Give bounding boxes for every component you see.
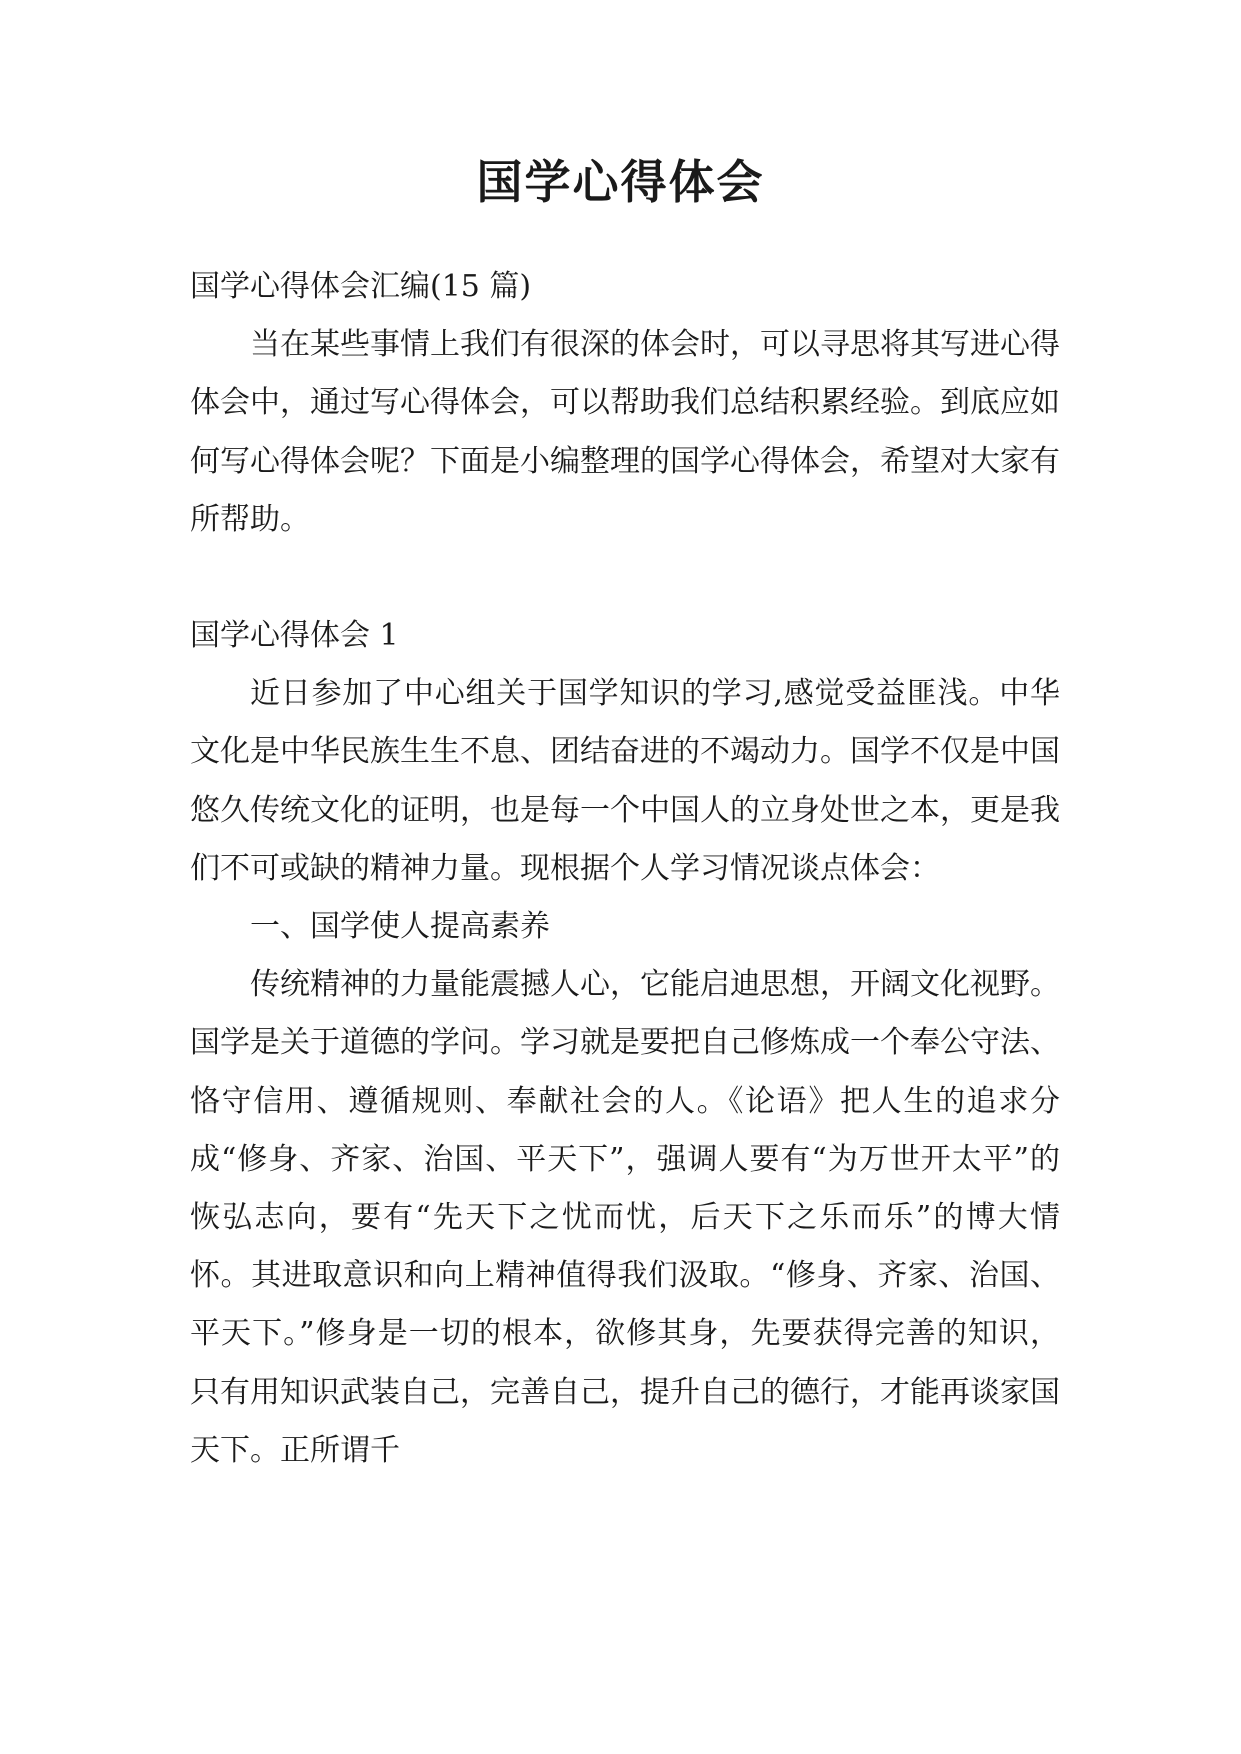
section-heading: 国学心得体会 1	[190, 618, 399, 654]
intro-paragraph: 当在某些事情上我们有很深的体会时，可以寻思将其写进心得体会中，通过写心得体会，可以帮助我们总结积累经验。到底应如何写心得体会呢？下面是小编整理的国学心得体会，希望对大家有所帮助。	[190, 327, 1060, 537]
collection-subtitle: 国学心得体会汇编(15 篇)	[190, 269, 532, 304]
document-title: 国学心得体会	[476, 155, 765, 209]
paragraph-spacer	[190, 549, 1060, 607]
point-paragraph: 传统精神的力量能震撼人心，它能启迪思想，开阔文化视野。国学是关于道德的学问。学习就是要把自己修炼成一个奉公守法、恪守信用、遵循规则、奉献社会的人。《论语》把人生的追求分成“修身、齐家、治国、平天下”，强调人要有“为万世开太平”的恢弘志向，要有“先天下之忧而忧，后天下之乐而乐”的博大情怀。其进取意识和向上精神值得我们汲取。“修身、齐家、治国、平天下。”修身是一切的根本，欲修其身，先要获得完善的知识，只有用知识武装自己，完善自己，提升自己的德行，才能再谈家国天下。正所谓千	[190, 967, 1060, 1468]
section-paragraph: 近日参加了中心组关于国学知识的学习,感觉受益匪浅。中华文化是中华民族生生不息、团结奋进的不竭动力。国学不仅是中国悠久传统文化的证明，也是每一个中国人的立身处世之本，更是我们不可或缺的精神力量。现根据个人学习情况谈点体会：	[190, 676, 1060, 886]
point-heading: 一、国学使人提高素养	[250, 909, 550, 945]
document-body	[190, 258, 1060, 1480]
